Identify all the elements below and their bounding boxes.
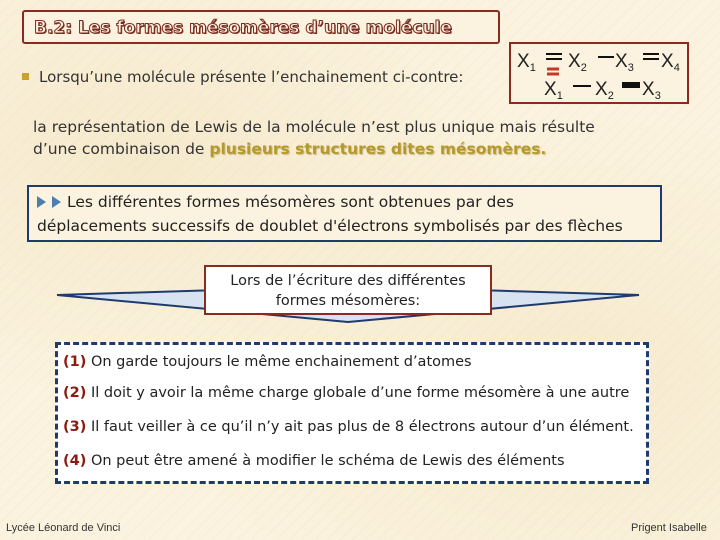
footer-school: Lycée Léonard de Vinci bbox=[6, 522, 121, 534]
rule-text: On garde toujours le même enchainement d’atomes bbox=[90, 354, 472, 370]
rule-number: (3) bbox=[63, 419, 87, 435]
explanation-paragraph bbox=[33, 116, 693, 160]
rule-number: (1) bbox=[63, 354, 87, 370]
atom-x3-row1: $X_3$ bbox=[615, 51, 634, 74]
slide-title: B.2: Les formes mésomères d’une molécule bbox=[34, 18, 452, 38]
rule-number: (2) bbox=[63, 385, 87, 401]
rule-number: (4) bbox=[63, 453, 87, 469]
title-box bbox=[22, 10, 500, 44]
paragraph-line-1: la représentation de Lewis de la molécule n’est plus unique mais résulte bbox=[33, 118, 595, 136]
atom-x2-row2: $X_2$ bbox=[595, 79, 614, 102]
atom-x1-row2: $X_1$ bbox=[544, 79, 563, 102]
rule-text: On peut être amené à modifier le schéma de Lewis des éléments bbox=[90, 453, 565, 469]
double-bond-bold bbox=[622, 82, 640, 88]
intro-text: Lorsqu’une molécule présente l’enchainement ci-contre: bbox=[39, 68, 464, 86]
rule-item bbox=[63, 385, 629, 401]
rules-label-box bbox=[204, 265, 492, 315]
paragraph-line-2-text: d’une combinaison de bbox=[33, 140, 210, 158]
paragraph-line-2 bbox=[33, 138, 693, 160]
highlight-mesomeres: plusieurs structures dites mésomères. bbox=[209, 140, 547, 158]
formula-box bbox=[509, 42, 689, 104]
rule-text: Il doit y avoir la même charge globale d’une forme mésomère à une autre bbox=[90, 385, 630, 401]
rules-label-line-2: formes mésomères: bbox=[275, 293, 421, 309]
rule-text: Il faut veiller à ce qu’il n’y ait pas plus de 8 électrons autour d’un élément. bbox=[90, 419, 634, 435]
rules-label-line-1: Lors de l’écriture des différentes bbox=[230, 273, 466, 289]
triangle-bullet-icon bbox=[52, 196, 61, 208]
formula-row-2 bbox=[544, 74, 661, 102]
rule-item bbox=[63, 453, 565, 469]
atom-x1-row1: $X_1$ bbox=[517, 51, 536, 74]
atom-x3-row2: $X_3$ bbox=[642, 79, 661, 102]
framed-line-1 bbox=[37, 193, 514, 211]
formula-diagram bbox=[511, 44, 687, 102]
atom-x2-row1: $X_2$ bbox=[568, 51, 587, 74]
atom-x4-row1: $X_4$ bbox=[661, 51, 680, 74]
bullet-square-icon bbox=[22, 73, 29, 80]
footer-author: Prigent Isabelle bbox=[631, 522, 707, 534]
triangle-bullet-icon bbox=[37, 196, 46, 208]
framed-statement bbox=[27, 185, 662, 242]
formula-row-1 bbox=[517, 51, 680, 74]
rules-box bbox=[55, 342, 649, 484]
rule-item bbox=[63, 354, 472, 370]
framed-line-2: déplacements successifs de doublet d'électrons symbolisés par des flèches bbox=[37, 217, 623, 235]
rule-item bbox=[63, 419, 634, 435]
framed-line-1-text: Les différentes formes mésomères sont obtenues par des bbox=[67, 193, 514, 211]
